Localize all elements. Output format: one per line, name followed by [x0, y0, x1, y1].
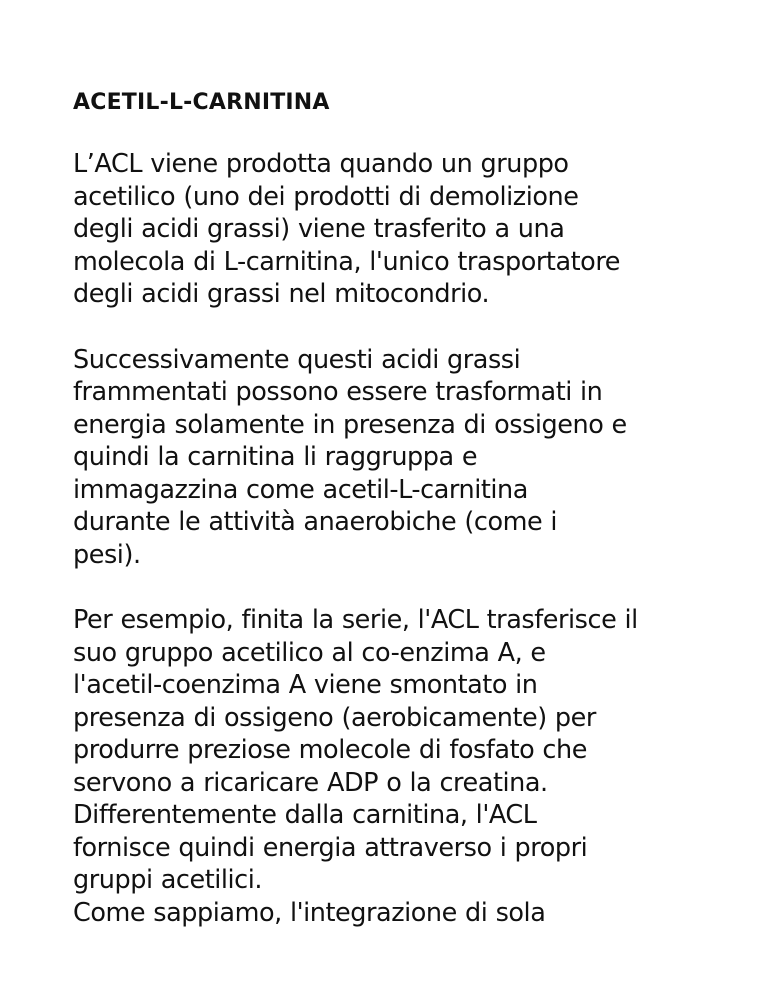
text-line: energia solamente in presenza di ossigeno e [73, 409, 627, 440]
text-line: gruppi acetilici. [73, 865, 263, 895]
text-line: frammentati possono essere trasformati in [73, 377, 603, 407]
text-line: suo gruppo acetilico al co-enzima A, e [73, 637, 546, 668]
text-line: acetilico (uno dei prodotti di demolizione [73, 181, 579, 212]
text-line: degli acidi grassi) viene trasferito a una [73, 214, 565, 244]
text-line: produrre preziose molecole di fosfato che [73, 735, 587, 765]
text-line: Per esempio, finita la serie, l'ACL trasferisce il [73, 605, 638, 635]
text-line: quindi la carnitina li raggruppa e [73, 442, 478, 472]
text-line: fornisce quindi energia attraverso i propri [73, 832, 588, 863]
text-line: L’ACL viene prodotta quando un gruppo [73, 149, 569, 179]
text-line: degli acidi grassi nel mitocondrio. [73, 279, 490, 309]
text-line: Differentemente dalla carnitina, l'ACL [73, 800, 537, 830]
document-title: ACETIL-L-CARNITINA [73, 90, 330, 115]
paragraph-example [73, 604, 733, 929]
document-page [73, 88, 733, 929]
text-line: pesi). [73, 539, 141, 570]
paragraph-acl-production [73, 148, 733, 311]
text-line: immagazzina come acetil-L-carnitina [73, 474, 528, 505]
text-line: molecola di L-carnitina, l'unico trasportatore [73, 246, 621, 277]
paragraph-fatty-acids [73, 344, 733, 572]
text-line: durante le attività anaerobiche (come i [73, 507, 558, 537]
text-line: presenza di ossigeno (aerobicamente) per [73, 702, 596, 733]
text-line: servono a ricaricare ADP o la creatina. [73, 767, 548, 798]
text-line: Come sappiamo, l'integrazione di sola [73, 897, 546, 928]
text-line: Successivamente questi acidi grassi [73, 344, 521, 375]
text-line: l'acetil-coenzima A viene smontato in [73, 670, 538, 700]
